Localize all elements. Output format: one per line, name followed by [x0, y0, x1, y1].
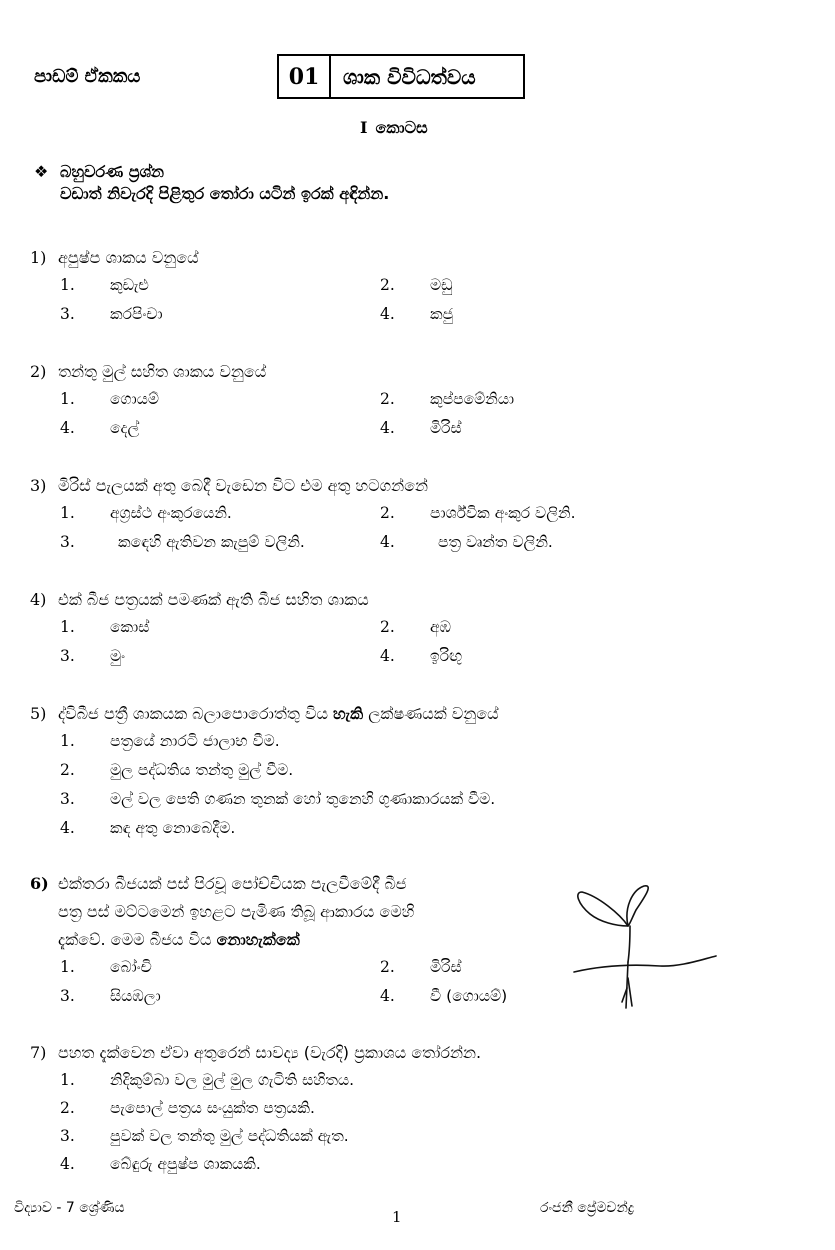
lesson-number: 01	[279, 56, 331, 97]
option-number: 4.	[380, 533, 395, 551]
page-number: 1	[392, 1208, 402, 1226]
question-number: 4)	[30, 590, 47, 609]
diamond-bullet-icon: ❖	[34, 162, 49, 181]
lesson-title: ශාක විවිධත්වය	[343, 64, 476, 89]
question-number: 5)	[30, 704, 47, 723]
question-number: 2)	[30, 362, 47, 381]
option-number: 3.	[60, 987, 75, 1005]
option	[60, 819, 235, 838]
question-number: 6)	[30, 874, 49, 893]
right-cotyledon	[578, 892, 628, 926]
option-text: පත්‍රයේ නාරටි ජාලාභ වීම.	[110, 732, 280, 750]
option	[60, 618, 149, 637]
question-text: පහත දැක්වෙන ඒවා අතුරෙන් සාවද්‍ය (වැරදි) ප්‍රකාශය තෝරන්න.	[58, 1043, 482, 1062]
option-text: කරපිංචා	[110, 305, 163, 323]
emphasis-text: හැකි	[333, 704, 364, 723]
option	[60, 761, 293, 780]
option-text: ඉරිඟු	[430, 647, 462, 665]
option-number: 2.	[60, 1099, 75, 1117]
option-number: 3.	[60, 790, 75, 808]
option	[60, 1127, 349, 1146]
option	[60, 419, 139, 438]
mcq-title: බහුවරණ ප්‍රශ්න	[60, 162, 165, 181]
mcq-instruction: වඩාත් නිවැරදි පිළිතුර තෝරා යටින් ඉරක් අඳින්න.	[60, 184, 390, 203]
option	[380, 504, 576, 523]
option-number: 1.	[60, 390, 75, 408]
option	[60, 533, 305, 552]
option	[60, 958, 152, 977]
section-word: කොටස	[375, 118, 428, 137]
option-number: 4.	[380, 419, 395, 437]
option-number: 3.	[60, 305, 75, 323]
option	[380, 618, 451, 637]
option-text: කජු	[430, 305, 454, 323]
footer-subject: විද්‍යාව - 7 ශ්‍රේණිය	[14, 1200, 125, 1216]
option	[60, 1155, 261, 1174]
question-text: මිරිස් පැලයක් අතු බෙදී වැඩෙන විට එම අතු හටගන්නේ	[58, 476, 428, 495]
lesson-title-box	[277, 54, 525, 99]
left-cotyledon	[627, 886, 648, 926]
question-text: ද්විබීජ පත්‍රී ශාකයක බලාපොරොත්තු විය හැකි ලක්ෂණයක් වනුයේ	[58, 704, 499, 723]
option-text: කඳ අතු නොබෙදීම.	[110, 819, 236, 837]
option-text: මිරිස්	[430, 419, 462, 437]
option-number: 4.	[380, 305, 395, 323]
option-number: 1.	[60, 504, 75, 522]
option-number: 4.	[60, 419, 75, 437]
option-text: මුං	[110, 647, 126, 665]
option-number: 4.	[380, 647, 395, 665]
option-number: 2.	[380, 958, 395, 976]
option-number: 2.	[380, 276, 395, 294]
option-text: නිදිකුම්බා වල මුල් මුල ගැටිති සහිතය.	[110, 1071, 355, 1089]
option	[60, 790, 495, 809]
option-number: 2.	[60, 761, 75, 779]
option-text: අග්‍රස්ථ අංකුරයෙනි.	[110, 504, 232, 522]
option	[380, 276, 453, 295]
option	[380, 419, 462, 438]
option-text: ගොයම්	[110, 390, 160, 408]
option-text: පාර්ශ්වික අංකුර වලිනි.	[430, 504, 576, 522]
option	[380, 305, 453, 324]
option-text: බෝංචි	[110, 958, 152, 976]
option-number: 4.	[60, 1155, 75, 1173]
option-text: කුඩැළු	[110, 276, 149, 294]
option-number: 3.	[60, 647, 75, 665]
option-text: පුවක් වල තන්තු මුල් පද්ධතියක් ඇත.	[110, 1127, 349, 1145]
option-text: කඳෙහි ඇතිවන කැපුම් වලිනි.	[118, 533, 305, 551]
option-text: පැපොල් පත්‍රය සංයුක්ත පත්‍රයකි.	[110, 1099, 315, 1117]
seedling-sketch	[570, 868, 720, 1018]
root-main	[626, 962, 628, 1008]
stem	[628, 926, 630, 962]
option-number: 4.	[380, 987, 395, 1005]
option-number: 2.	[380, 618, 395, 636]
option	[60, 390, 159, 409]
option-text: සියඹලා	[110, 987, 161, 1005]
option	[380, 987, 507, 1006]
option	[60, 1099, 315, 1118]
option-text: මල් වල පෙති ගණන තුනක් හෝ තුනෙහි ගුණාකාරයක් වීම.	[110, 790, 496, 808]
option-number: 3.	[60, 1127, 75, 1145]
option-number: 1.	[60, 732, 75, 750]
option-number: 4.	[60, 819, 75, 837]
option-text: මුල පද්ධතිය තන්තු මුල් වීම.	[110, 761, 294, 779]
option	[60, 276, 149, 295]
option	[380, 533, 553, 552]
option-text: මඩු	[430, 276, 453, 294]
option-number: 2.	[380, 390, 395, 408]
question-number: 3)	[30, 476, 47, 495]
option	[60, 987, 161, 1006]
question-text: අපුෂ්ප ශාකය වනුයේ	[58, 248, 199, 267]
section-heading	[360, 118, 428, 138]
option-number: 1.	[60, 276, 75, 294]
option-text: වී (ගොයම්)	[430, 987, 508, 1005]
option	[60, 732, 280, 751]
option-number: 1.	[60, 1071, 75, 1089]
option	[60, 504, 232, 523]
soil-line	[574, 956, 716, 972]
question-number: 1)	[30, 248, 47, 267]
option	[380, 647, 462, 666]
question-text: තන්තු මුල් සහිත ශාකය වනුයේ	[58, 362, 267, 381]
option-number: 3.	[60, 533, 75, 551]
question-text-line-2: පත්‍ර පස් මට්ටමෙන් ඉහළට පැමිණ තිබූ ආකාරය මෙහි	[58, 902, 415, 921]
option-text: මිරිස්	[430, 958, 462, 976]
footer-author: රංජනී ප්‍රේමචන්ද්‍ර	[540, 1200, 635, 1216]
option	[60, 1071, 354, 1090]
emphasis-text: නොහැක්කේ	[216, 930, 300, 949]
option-text: පත්‍ර වෘන්ත වලිනි.	[438, 533, 553, 551]
option-text: කුප්පමේනියා	[430, 390, 515, 408]
option-number: 2.	[380, 504, 395, 522]
option	[380, 390, 514, 409]
question-number: 7)	[30, 1043, 47, 1062]
option	[60, 305, 163, 324]
option-number: 1.	[60, 958, 75, 976]
question-text-line-1: එක්තරා බීජයක් පස් පිරවූ පෝච්චියක පැලවීමේදී බීජ	[58, 874, 407, 893]
option-text: දෙල්	[110, 419, 140, 437]
option-number: 1.	[60, 618, 75, 636]
option	[60, 647, 125, 666]
question-text: එක් බීජ පත්‍රයක් පමණක් ඇති බීජ සහිත ශාකය	[58, 590, 369, 609]
option-text: කොස්	[110, 618, 150, 636]
unit-label: පාඩම් ඒකකය	[34, 66, 141, 87]
option-text: බේඳුරු අපුෂ්ප ශාකයකි.	[110, 1155, 261, 1173]
section-roman: I	[360, 118, 368, 137]
option	[380, 958, 462, 977]
question-text-line-3: දැක්වේ. මෙම බීජය විය නොහැක්කේ	[58, 930, 300, 949]
root-branch	[628, 978, 632, 1006]
option-text: අඹ	[430, 618, 452, 636]
